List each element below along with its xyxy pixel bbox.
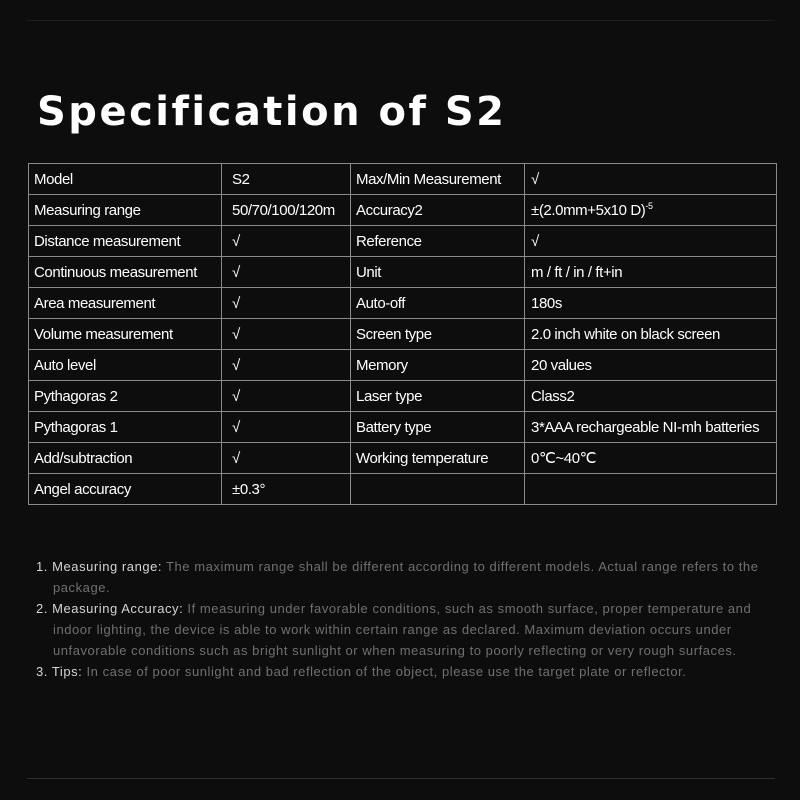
spec-label: Add/subtraction — [29, 443, 222, 474]
spec-label: Laser type — [351, 381, 525, 412]
spec-label: Memory — [351, 350, 525, 381]
spec-value: √ — [222, 350, 351, 381]
spec-value: 50/70/100/120m — [222, 195, 351, 226]
footnote-text: The maximum range shall be different according to different models. Actual range refers to the package. — [53, 559, 759, 595]
table-row — [29, 226, 777, 257]
accuracy-value: ±(2.0mm+5x10 D) — [531, 201, 646, 219]
spec-label: Distance measurement — [29, 226, 222, 257]
table-row — [29, 381, 777, 412]
spec-value: 0℃~40℃ — [525, 443, 777, 474]
footnote-number: 2. — [36, 601, 48, 616]
table-row — [29, 474, 777, 505]
spec-value: √ — [525, 164, 777, 195]
spec-label: Max/Min Measurement — [351, 164, 525, 195]
top-divider — [27, 20, 775, 21]
spec-value: √ — [222, 288, 351, 319]
spec-value: ±0.3° — [222, 474, 351, 505]
accuracy-exponent: -5 — [645, 200, 653, 211]
spec-value: √ — [222, 319, 351, 350]
table-row — [29, 288, 777, 319]
footnote-tips — [36, 661, 776, 682]
spec-value — [525, 474, 777, 505]
spec-label: Angel accuracy — [29, 474, 222, 505]
spec-label: Reference — [351, 226, 525, 257]
table-row — [29, 319, 777, 350]
spec-value: √ — [222, 257, 351, 288]
spec-value — [525, 195, 777, 226]
table-row — [29, 195, 777, 226]
spec-value: 2.0 inch white on black screen — [525, 319, 777, 350]
spec-label: Auto-off — [351, 288, 525, 319]
spec-value: √ — [525, 226, 777, 257]
footnote-label: Measuring Accuracy: — [52, 601, 184, 616]
footnote-number: 3. — [36, 664, 48, 679]
page-title: Specification of S2 — [37, 89, 507, 135]
spec-value: 3*AAA rechargeable NI-mh batteries — [525, 412, 777, 443]
spec-value: √ — [222, 381, 351, 412]
spec-label: Working temperature — [351, 443, 525, 474]
table-row — [29, 443, 777, 474]
spec-table — [28, 163, 777, 505]
spec-value: m / ft / in / ft+in — [525, 257, 777, 288]
spec-value: 20 values — [525, 350, 777, 381]
spec-label — [351, 474, 525, 505]
footnotes-list — [36, 556, 776, 682]
spec-value: √ — [222, 412, 351, 443]
spec-value: Class2 — [525, 381, 777, 412]
spec-value: 180s — [525, 288, 777, 319]
table-row — [29, 164, 777, 195]
footnote-text: In case of poor sunlight and bad reflection of the object, please use the target plate or reflector. — [86, 664, 687, 679]
spec-label: Model — [29, 164, 222, 195]
footnote-number: 1. — [36, 559, 48, 574]
spec-label: Accuracy2 — [351, 195, 525, 226]
spec-label: Volume measurement — [29, 319, 222, 350]
bottom-divider — [27, 778, 775, 779]
table-row — [29, 350, 777, 381]
spec-label: Pythagoras 2 — [29, 381, 222, 412]
spec-value: √ — [222, 443, 351, 474]
spec-label: Battery type — [351, 412, 525, 443]
spec-table-body — [29, 164, 777, 505]
footnote-label: Measuring range: — [52, 559, 163, 574]
spec-value: S2 — [222, 164, 351, 195]
spec-label: Measuring range — [29, 195, 222, 226]
table-row — [29, 257, 777, 288]
spec-label: Continuous measurement — [29, 257, 222, 288]
footnote-measuring-accuracy — [36, 598, 776, 661]
spec-label: Area measurement — [29, 288, 222, 319]
footnote-label: Tips: — [51, 664, 83, 679]
spec-label: Screen type — [351, 319, 525, 350]
footnote-text: If measuring under favorable conditions, such as smooth surface, proper temperature and indoor lighting, the device is able to work within certain range as declared. Maximum deviation occurs under unfavorable conditions such as bright sunlight or when measuring to poorly reflecting or very rough surfaces. — [53, 601, 752, 658]
spec-value: √ — [222, 226, 351, 257]
spec-label: Auto level — [29, 350, 222, 381]
table-row — [29, 412, 777, 443]
spec-label: Pythagoras 1 — [29, 412, 222, 443]
spec-label: Unit — [351, 257, 525, 288]
footnote-measuring-range — [36, 556, 776, 598]
